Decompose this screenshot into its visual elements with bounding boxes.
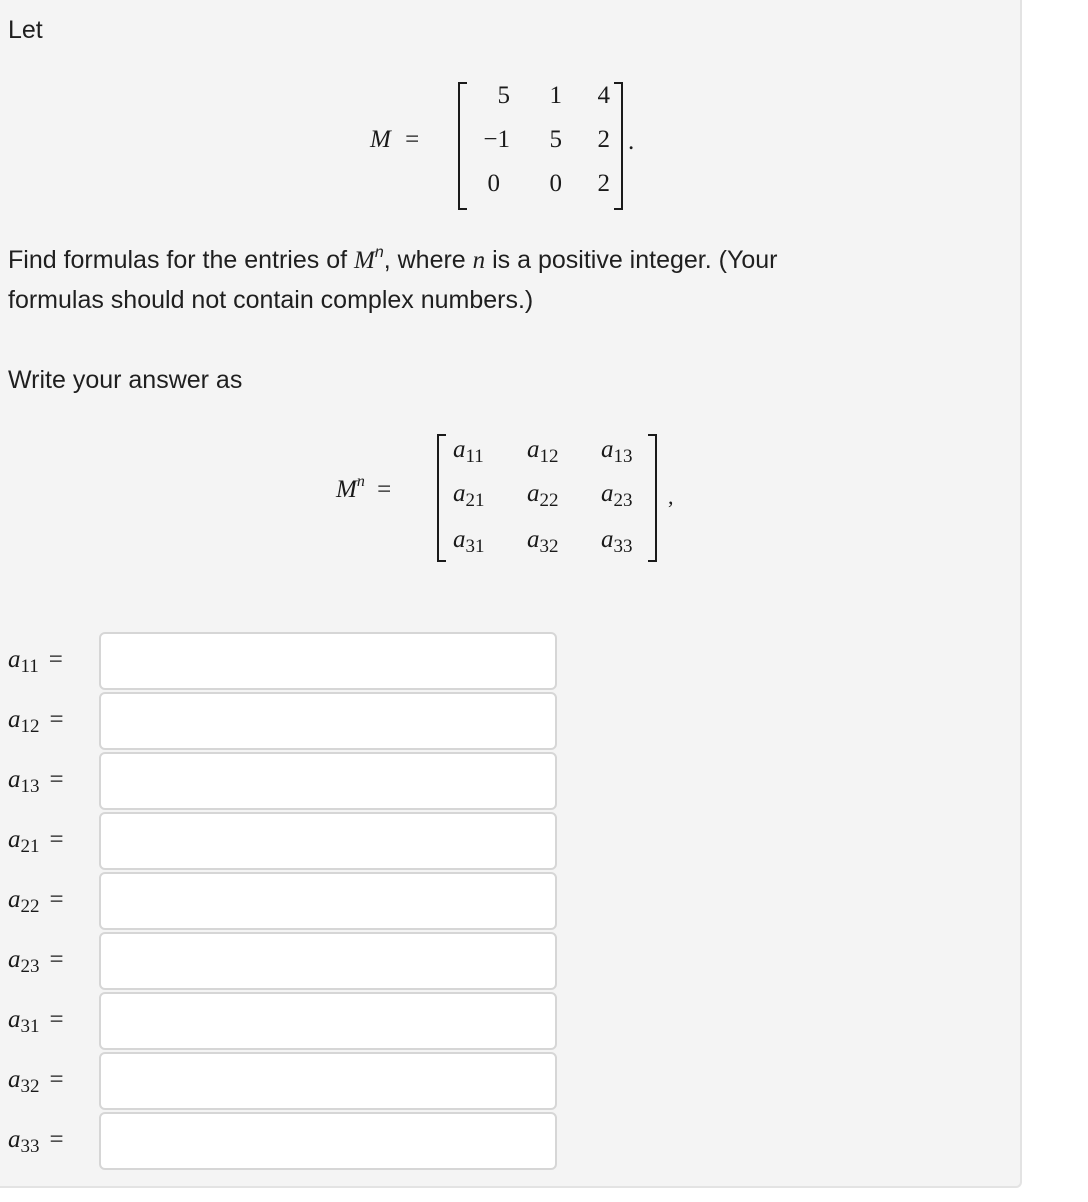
matrix-m-cell: 0 [549, 170, 562, 197]
matrix-m-cell: 5 [497, 82, 510, 109]
answer-label-a32: $a_{32}$ = [8, 1066, 64, 1097]
answer-input-a11[interactable] [99, 632, 557, 690]
matrix-mn-equals: = [377, 476, 392, 503]
matrix-mn-cell: $a_{22}$ [527, 480, 559, 511]
answer-label-a33: $a_{33}$ = [8, 1126, 64, 1157]
question-line-2: formulas should not contain complex numbers.) [8, 286, 534, 314]
matrix-m-cell: −1 [483, 126, 510, 153]
matrix-m-cell: 2 [597, 170, 610, 197]
answer-label-a31: $a_{31}$ = [8, 1006, 64, 1037]
matrix-mn-cell: $a_{12}$ [527, 436, 559, 467]
matrix-m-equals: = [405, 126, 420, 153]
answer-input-a32[interactable] [99, 1052, 557, 1110]
write-answer-text: Write your answer as [8, 366, 243, 394]
matrix-mn-cell: $a_{33}$ [601, 526, 633, 557]
matrix-mn-name: M [336, 476, 357, 503]
answer-label-a22: $a_{22}$ = [8, 886, 64, 917]
matrix-mn-cell: $a_{11}$ [453, 436, 484, 467]
answer-input-a13[interactable] [99, 752, 557, 810]
matrix-m-cell: 0 [487, 170, 500, 197]
matrix-m-period: . [628, 128, 635, 155]
answer-label-a11: $a_{11}$ = [8, 646, 63, 677]
question-line-1: Find formulas for the entries of $M^n$, where n is a positive integer. (Your [8, 244, 778, 274]
matrix-mn-cell: $a_{13}$ [601, 436, 633, 467]
answer-label-a23: $a_{23}$ = [8, 946, 64, 977]
answer-input-a12[interactable] [99, 692, 557, 750]
answer-label-a13: $a_{13}$ = [8, 766, 64, 797]
matrix-mn-cell: $a_{32}$ [527, 526, 559, 557]
answer-label-a12: $a_{12}$ = [8, 706, 64, 737]
matrix-mn-cell: $a_{23}$ [601, 480, 633, 511]
matrix-mn-exponent: n [356, 473, 365, 490]
matrix-m-cell: 4 [597, 82, 610, 109]
answer-input-a31[interactable] [99, 992, 557, 1050]
matrix-mn-comma: , [668, 484, 674, 509]
matrix-m-cell: 5 [549, 126, 562, 153]
answer-input-a23[interactable] [99, 932, 557, 990]
matrix-mn-cell: $a_{31}$ [453, 526, 485, 557]
answer-input-a21[interactable] [99, 812, 557, 870]
answer-input-a22[interactable] [99, 872, 557, 930]
answer-label-a21: $a_{21}$ = [8, 826, 64, 857]
matrix-m-right-bracket [614, 82, 623, 210]
intro-text: Let [8, 16, 43, 44]
matrix-mn-left-bracket [437, 434, 446, 562]
matrix-m-cell: 1 [549, 82, 562, 109]
matrix-mn-cell: $a_{21}$ [453, 480, 485, 511]
matrix-mn-right-bracket [648, 434, 657, 562]
matrix-m-name: M [370, 126, 391, 153]
matrix-m-cell: 2 [597, 126, 610, 153]
answer-input-a33[interactable] [99, 1112, 557, 1170]
